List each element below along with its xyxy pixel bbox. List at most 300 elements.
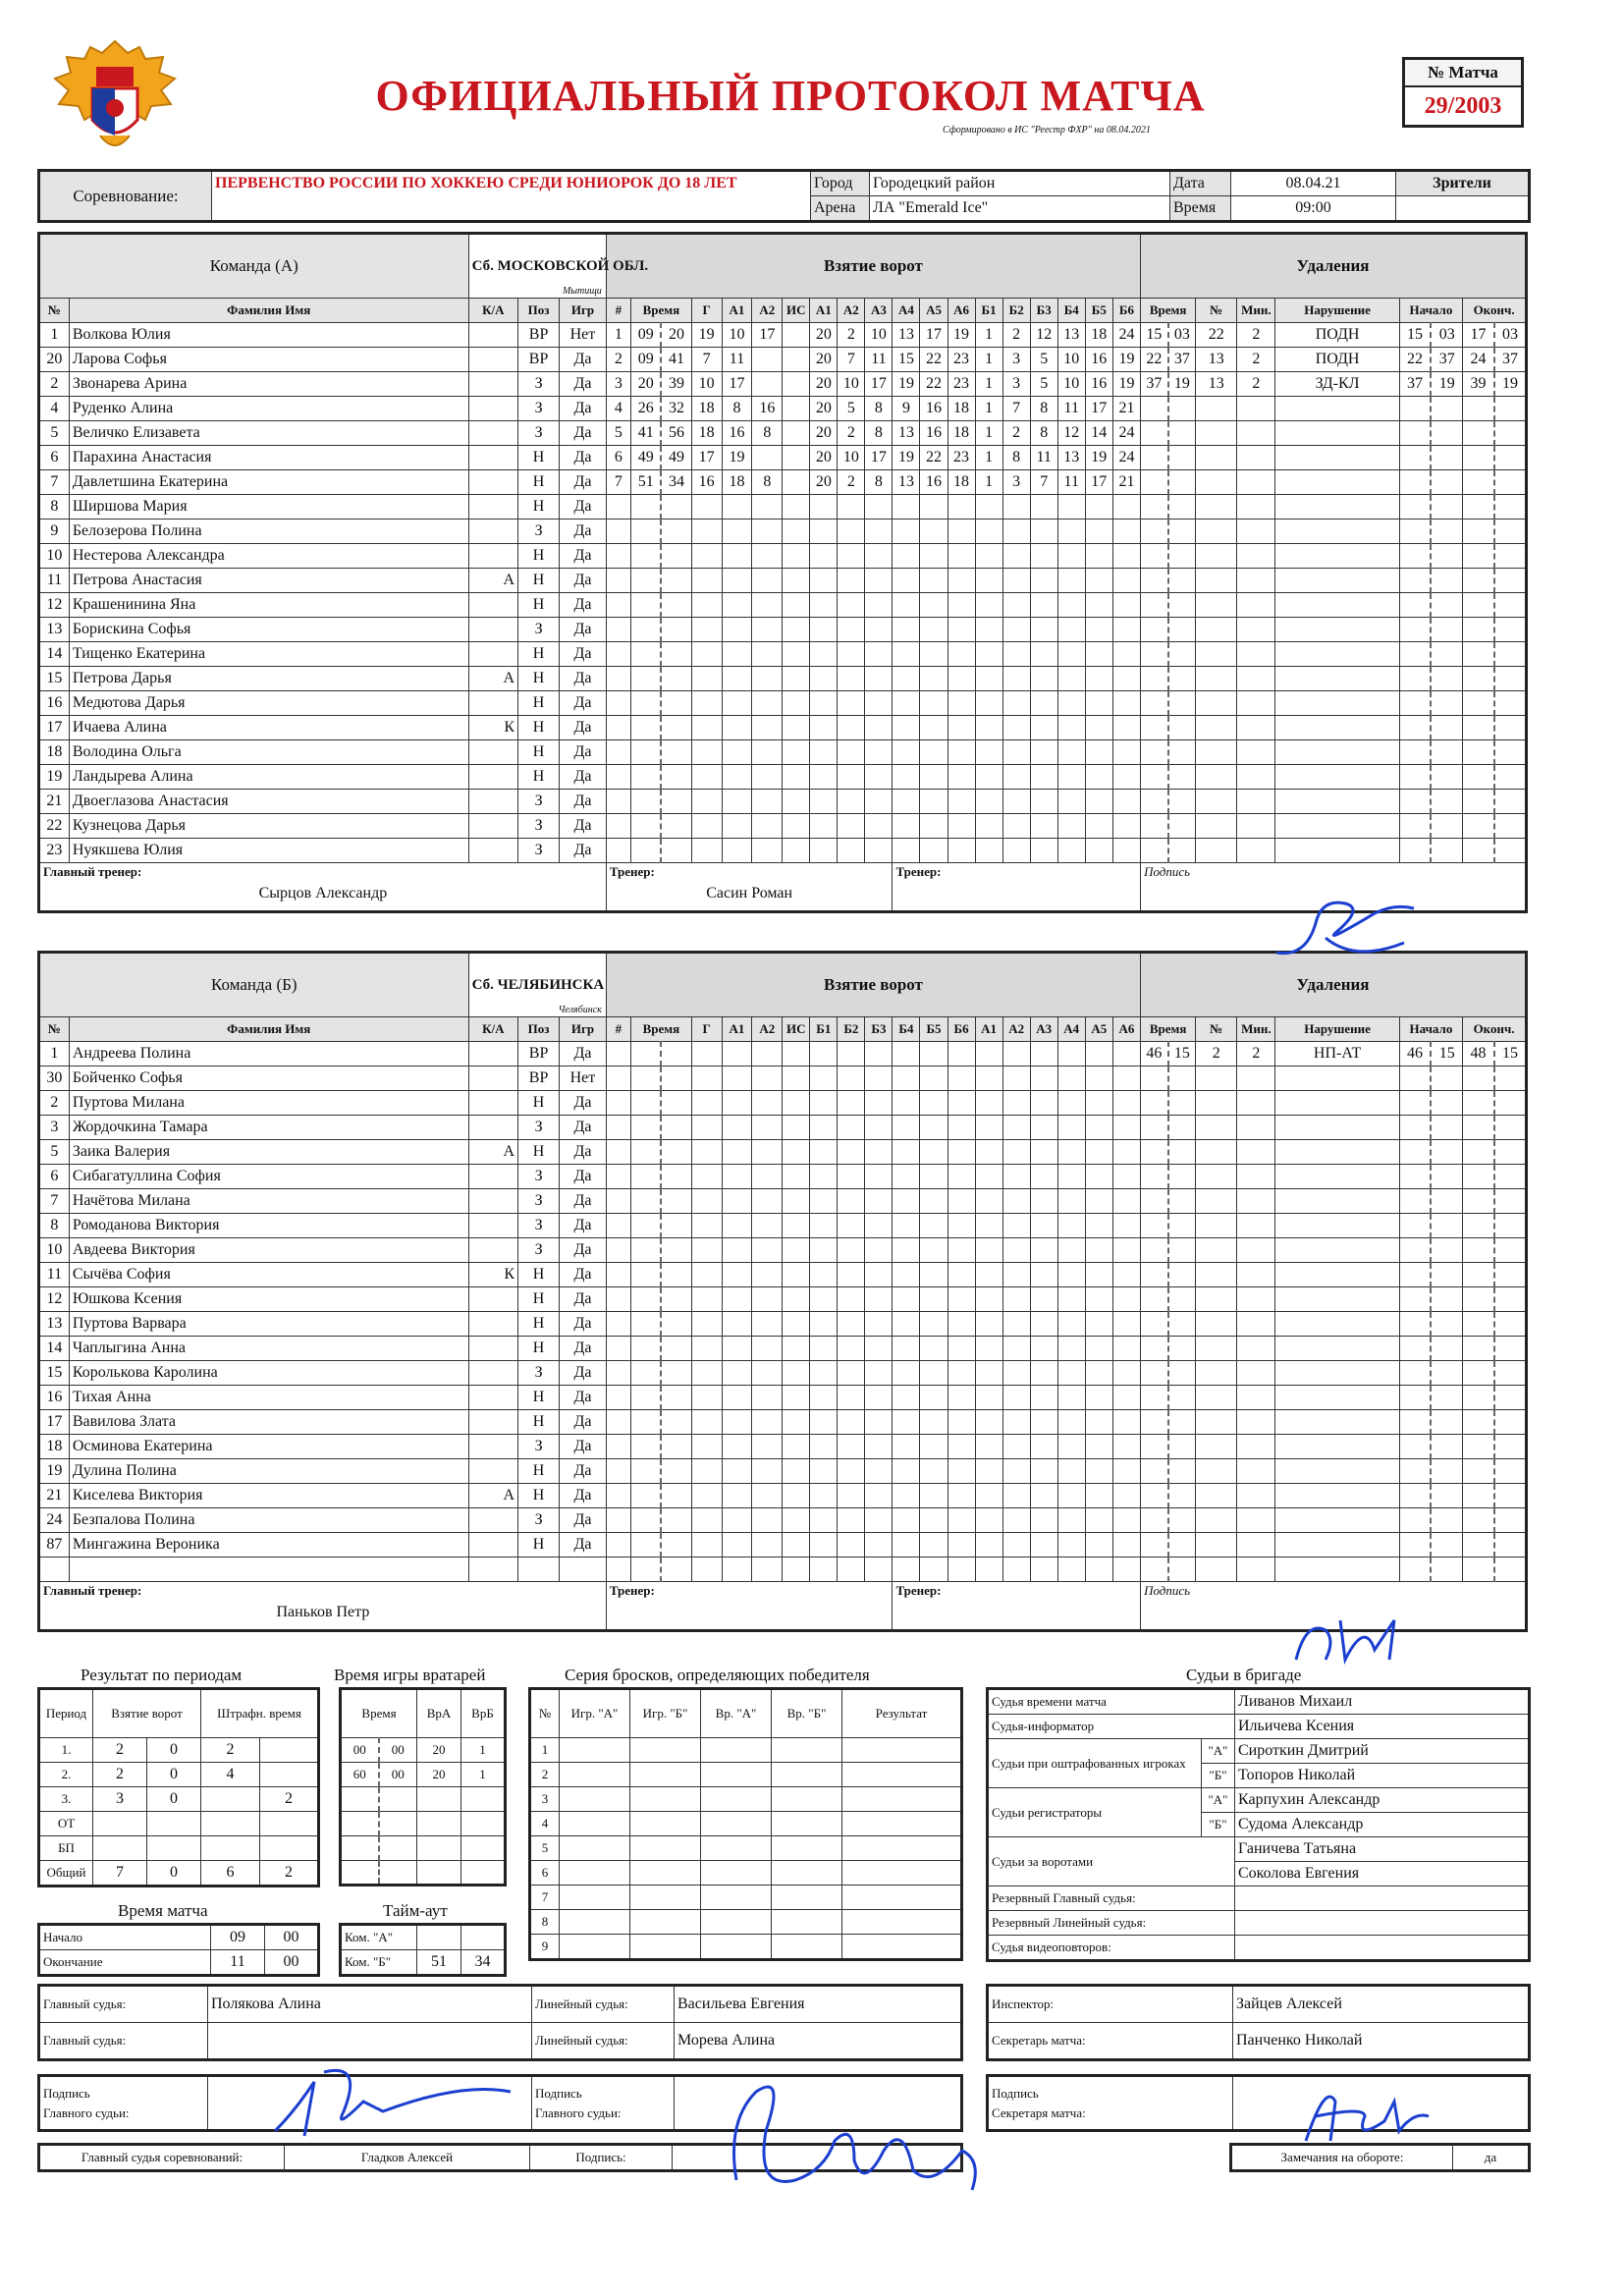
goal-cell (1002, 1337, 1030, 1361)
goal-cell (893, 1435, 920, 1459)
goal-cell (1030, 1165, 1057, 1189)
col-onice-5: А6 (947, 299, 975, 323)
goal-cell (691, 1312, 722, 1337)
goalie-time-value: 00 (379, 1738, 417, 1763)
goal-cell: 10 (838, 372, 865, 397)
goal-cell (975, 1435, 1002, 1459)
penalty-cell (1275, 1558, 1399, 1582)
goal-cell (631, 1042, 662, 1066)
shootout-cell (630, 1861, 701, 1886)
goalie-a-header: ВрА (417, 1689, 461, 1738)
goal-cell (606, 1091, 630, 1116)
player-name: Начётова Милана (69, 1189, 468, 1214)
goal-cell (752, 1410, 783, 1435)
penalty-cell (1463, 1435, 1494, 1459)
goal-cell: 39 (661, 372, 691, 397)
shootout-cell (560, 1738, 630, 1763)
competition-name: ПЕРВЕНСТВО РОССИИ ПО ХОККЕЮ СРЕДИ ЮНИОРОК ДО 18 ЛЕТ (212, 171, 811, 222)
goal-cell (865, 667, 893, 691)
penalty-cell (1431, 1337, 1462, 1361)
player-plays: Да (560, 1287, 607, 1312)
penalty-cell (1168, 740, 1196, 765)
goal-cell (1085, 1386, 1112, 1410)
goalie-time-value (461, 1861, 506, 1886)
player-captain-mark (468, 519, 517, 544)
player-number: 1 (39, 323, 70, 348)
penalty-cell (1141, 716, 1168, 740)
goal-cell (1085, 839, 1112, 863)
goal-cell (1085, 1140, 1112, 1165)
goal-cell (1085, 1484, 1112, 1508)
penalty-cell (1168, 765, 1196, 790)
player-plays: Да (560, 1410, 607, 1435)
goal-cell: 26 (631, 397, 662, 421)
player-position: З (518, 618, 560, 642)
goal-cell (893, 740, 920, 765)
penalty-cell (1168, 1091, 1196, 1116)
penalty-cell (1275, 1238, 1399, 1263)
player-number: 12 (39, 593, 70, 618)
player-plays: Да (560, 1386, 607, 1410)
player-number: 13 (39, 618, 70, 642)
penalty-cell (1237, 716, 1275, 740)
goal-cell (1002, 1508, 1030, 1533)
goal-cell (838, 495, 865, 519)
goal-cell (661, 593, 691, 618)
goal-cell (947, 667, 975, 691)
goal-cell (783, 1066, 810, 1091)
line-ref-label: Линейный судья: (532, 1986, 675, 2023)
player-plays: Да (560, 1459, 607, 1484)
goal-cell (1030, 1091, 1057, 1116)
goal-cell (975, 790, 1002, 814)
penalty-cell (1494, 1508, 1527, 1533)
goal-cell: 10 (865, 323, 893, 348)
penalty-cell: 15 (1494, 1042, 1527, 1066)
penalty-box-ref-label: Судьи при оштрафованных игроках (988, 1739, 1202, 1788)
player-captain-mark (468, 1386, 517, 1410)
player-name: Величко Елизавета (69, 421, 468, 446)
goal-cell (893, 1165, 920, 1189)
goal-cell: 11 (1030, 446, 1057, 470)
goal-cell (865, 765, 893, 790)
player-position: З (518, 790, 560, 814)
team-sign-label: Подпись (1144, 1583, 1191, 1598)
col-pen-4: Начало (1399, 299, 1462, 323)
period-label: 2. (39, 1763, 93, 1787)
goal-cell (606, 765, 630, 790)
coach-label-2: Тренер: (895, 864, 942, 879)
goal-cell (691, 1361, 722, 1386)
col-goal-3: А1 (722, 299, 752, 323)
period-value (260, 1836, 319, 1861)
goal-cell: 10 (722, 323, 752, 348)
goal-cell (722, 790, 752, 814)
penalty-cell (1399, 691, 1431, 716)
goal-cell (1002, 1459, 1030, 1484)
goal-cell (752, 691, 783, 716)
goal-cell: 20 (810, 348, 838, 372)
goal-cell (1112, 1312, 1140, 1337)
penalty-cell (1463, 1066, 1494, 1091)
player-captain-mark: А (468, 1484, 517, 1508)
period-value: 2 (260, 1861, 319, 1886)
goal-cell (1030, 1312, 1057, 1337)
goal-cell (947, 1066, 975, 1091)
penalty-cell (1463, 421, 1494, 446)
goal-cell: 17 (865, 372, 893, 397)
goalie-time-value (379, 1787, 417, 1812)
date-value: 08.04.21 (1231, 171, 1396, 196)
goal-cell (606, 1140, 630, 1165)
penalty-cell (1463, 1361, 1494, 1386)
goal-cell (920, 1533, 947, 1558)
shootout-row-number: 8 (530, 1910, 560, 1935)
player-position: З (518, 814, 560, 839)
goal-cell (661, 814, 691, 839)
goal-cell (1002, 1189, 1030, 1214)
penalty-cell (1275, 1361, 1399, 1386)
goal-cell (838, 519, 865, 544)
goal-cell (975, 593, 1002, 618)
penalty-cell: 46 (1141, 1042, 1168, 1066)
goal-cell (810, 1042, 838, 1066)
penalty-cell (1494, 1091, 1527, 1116)
player-row (39, 593, 1527, 618)
goal-cell (606, 1386, 630, 1410)
player-number: 23 (39, 839, 70, 863)
goal-cell (606, 1238, 630, 1263)
goal-cell (810, 790, 838, 814)
goal-cell (920, 1287, 947, 1312)
penalty-cell (1431, 814, 1462, 839)
goal-cell (752, 348, 783, 372)
sign-main-ref-field[interactable] (208, 2076, 532, 2131)
goalie-time-value (461, 1787, 506, 1812)
goal-cell (661, 1214, 691, 1238)
goal-cell (810, 740, 838, 765)
shootout-cell (842, 1886, 962, 1910)
penalty-cell (1494, 740, 1527, 765)
player-row (39, 839, 1527, 863)
period-value: 4 (201, 1763, 260, 1787)
penalty-cell (1237, 1508, 1275, 1533)
col-pen-0: Время (1141, 1017, 1196, 1042)
period-value: 0 (147, 1738, 201, 1763)
goal-cell (1085, 691, 1112, 716)
penalty-cell (1237, 1558, 1275, 1582)
goal-cell (893, 1361, 920, 1386)
goal-cell (1085, 495, 1112, 519)
shootout-cell (842, 1787, 962, 1812)
penalty-cell (1275, 618, 1399, 642)
goalie-time-value (341, 1812, 379, 1836)
goal-cell (1002, 569, 1030, 593)
goal-cell (1030, 1410, 1057, 1435)
goal-cell (920, 642, 947, 667)
goal-cell (631, 790, 662, 814)
col-onice-0: А1 (810, 299, 838, 323)
goal-cell (1112, 1337, 1140, 1361)
goal-cell (631, 765, 662, 790)
goal-cell (691, 1140, 722, 1165)
player-captain-mark: К (468, 1263, 517, 1287)
time-value: 09:00 (1231, 196, 1396, 222)
reserve-line-ref-label: Резервный Линейный судья: (988, 1911, 1235, 1936)
goal-cell (1030, 642, 1057, 667)
goal-cell (810, 1558, 838, 1582)
goal-cell (661, 618, 691, 642)
player-captain-mark (468, 839, 517, 863)
player-number: 7 (39, 470, 70, 495)
goalie-time-table (339, 1687, 507, 1886)
head-coach-cell (39, 863, 607, 912)
player-number: 8 (39, 495, 70, 519)
goal-cell (865, 1238, 893, 1263)
goal-cell (1085, 1508, 1112, 1533)
goal-cell (920, 1337, 947, 1361)
goal-cell (631, 569, 662, 593)
penalty-cell (1431, 1361, 1462, 1386)
coach-cell (606, 863, 893, 912)
sign-main-ref-field-2[interactable] (675, 2076, 962, 2131)
goal-cell: 1 (975, 348, 1002, 372)
goal-cell (838, 1410, 865, 1435)
goal-cell (865, 1484, 893, 1508)
penalty-cell (1168, 569, 1196, 593)
player-name: Осминова Екатерина (69, 1435, 468, 1459)
goal-cell (752, 1042, 783, 1066)
penalty-cell (1399, 1238, 1431, 1263)
goal-cell (947, 1558, 975, 1582)
goal-cell (661, 519, 691, 544)
coach-name: Сасин Роман (706, 885, 793, 902)
penalty-cell (1196, 593, 1237, 618)
goal-cell (810, 667, 838, 691)
goal-cell (920, 1558, 947, 1582)
goal-cell (838, 1042, 865, 1066)
goal-cell: 09 (631, 348, 662, 372)
penalty-cell (1431, 691, 1462, 716)
player-number (39, 1558, 70, 1582)
goal-cell (783, 569, 810, 593)
shootout-cell (842, 1935, 962, 1960)
goal-cell: 2 (838, 470, 865, 495)
player-plays: Да (560, 1042, 607, 1066)
player-position: Н (518, 1091, 560, 1116)
penalty-cell (1275, 1263, 1399, 1287)
goal-cell: 11 (865, 348, 893, 372)
goal-cell (606, 1214, 630, 1238)
goalie-time-value (461, 1812, 506, 1836)
goal-cell (838, 1189, 865, 1214)
penalty-cell (1463, 1287, 1494, 1312)
player-captain-mark (468, 1337, 517, 1361)
goal-cell (975, 1337, 1002, 1361)
goal-cell (691, 1091, 722, 1116)
goal-cell: 7 (691, 348, 722, 372)
goal-cell (722, 519, 752, 544)
goal-cell (1112, 642, 1140, 667)
penalty-cell (1431, 1459, 1462, 1484)
shootout-row-number: 5 (530, 1836, 560, 1861)
goal-cell (752, 569, 783, 593)
goal-cell (920, 1238, 947, 1263)
penalty-cell (1237, 1484, 1275, 1508)
goal-cell (975, 1214, 1002, 1238)
player-name: Крашенинина Яна (69, 593, 468, 618)
goal-cell (838, 618, 865, 642)
goal-cell (783, 1484, 810, 1508)
goal-cell (1057, 1508, 1085, 1533)
competition-ref-sign-field[interactable] (673, 2145, 962, 2171)
goal-cell (783, 372, 810, 397)
goal-cell (1002, 814, 1030, 839)
penalty-cell (1275, 839, 1399, 863)
goal-cell (631, 618, 662, 642)
goal-cell (810, 1066, 838, 1091)
goal-cell (661, 691, 691, 716)
penalty-cell (1494, 1165, 1527, 1189)
player-row (39, 1533, 1527, 1558)
penalty-cell (1431, 1410, 1462, 1435)
goal-cell (783, 1140, 810, 1165)
goal-cell (893, 544, 920, 569)
goal-cell (1030, 839, 1057, 863)
goal-cell: 7 (1002, 397, 1030, 421)
shootout-cell (842, 1836, 962, 1861)
player-position: З (518, 1214, 560, 1238)
goal-cell (691, 814, 722, 839)
penalty-cell (1494, 642, 1527, 667)
goal-cell (783, 667, 810, 691)
period-value: 6 (201, 1861, 260, 1886)
goal-cell (1057, 642, 1085, 667)
penalty-ref-b: Топоров Николай (1235, 1764, 1530, 1788)
col-pen-1: № (1196, 299, 1237, 323)
goal-cell (1057, 519, 1085, 544)
player-number: 11 (39, 1263, 70, 1287)
goal-cell (691, 1116, 722, 1140)
goal-cell (1002, 1042, 1030, 1066)
goal-cell (1030, 519, 1057, 544)
penalty-cell (1494, 1484, 1527, 1508)
goal-cell (838, 740, 865, 765)
registrar-a: Карпухин Александр (1235, 1788, 1530, 1813)
match-start-hour: 09 (211, 1925, 265, 1950)
period-label: 3. (39, 1787, 93, 1812)
player-captain-mark (468, 1165, 517, 1189)
main-ref-2 (208, 2023, 532, 2060)
goal-cell (631, 1140, 662, 1165)
player-name: Сибагатуллина София (69, 1165, 468, 1189)
goal-cell (783, 1558, 810, 1582)
goal-cell (1112, 1484, 1140, 1508)
goal-cell (606, 1263, 630, 1287)
period-label: 1. (39, 1738, 93, 1763)
penalty-cell (1141, 1238, 1168, 1263)
goal-cell (1002, 618, 1030, 642)
timeout-b-sec: 34 (461, 1950, 506, 1976)
player-row (39, 618, 1527, 642)
head-coach-cell (39, 1582, 607, 1631)
goal-cell (606, 691, 630, 716)
goal-cell (920, 519, 947, 544)
goal-cell: 13 (893, 470, 920, 495)
sign-secretary-field[interactable] (1233, 2076, 1530, 2131)
penalty-cell (1168, 421, 1196, 446)
timeout-a-sec (461, 1925, 506, 1950)
goal-cell (947, 593, 975, 618)
periods-title: Результат по периодам (81, 1666, 243, 1684)
goal-cell (752, 1287, 783, 1312)
goal-cell (947, 1508, 975, 1533)
penalty-cell (1431, 642, 1462, 667)
penalty-cell (1275, 593, 1399, 618)
player-plays: Да (560, 421, 607, 446)
penalty-cell (1196, 618, 1237, 642)
goal-cell: 10 (1057, 372, 1085, 397)
penalty-cell (1196, 1189, 1237, 1214)
goal-cell (783, 1042, 810, 1066)
player-position: З (518, 397, 560, 421)
penalty-cell (1494, 790, 1527, 814)
goal-cell: 1 (606, 323, 630, 348)
col-onice-8: А3 (1030, 1017, 1057, 1042)
line-ref-label: Линейный судья: (532, 2023, 675, 2060)
goal-cell (1030, 1287, 1057, 1312)
penalty-cell (1275, 1533, 1399, 1558)
goal-cell (783, 593, 810, 618)
penalty-cell (1431, 740, 1462, 765)
penalty-cell: 24 (1463, 348, 1494, 372)
goal-cell: 10 (838, 446, 865, 470)
goal-cell (722, 691, 752, 716)
goal-cell (838, 1287, 865, 1312)
goal-cell: 7 (838, 348, 865, 372)
goal-cell (1002, 667, 1030, 691)
player-position: З (518, 1189, 560, 1214)
goal-cell (1057, 1287, 1085, 1312)
coach-cell-2 (893, 863, 1141, 912)
goal-cell (722, 1165, 752, 1189)
goal-cell (691, 1287, 722, 1312)
goal-cell (606, 1189, 630, 1214)
goal-cell (947, 569, 975, 593)
shootout-cell (842, 1812, 962, 1836)
penalty-cell (1237, 470, 1275, 495)
player-row (39, 1435, 1527, 1459)
goal-cell (1085, 1091, 1112, 1116)
shootout-cell (630, 1886, 701, 1910)
penalty-cell (1399, 740, 1431, 765)
player-plays: Да (560, 667, 607, 691)
goal-cell (661, 1189, 691, 1214)
player-plays: Да (560, 1165, 607, 1189)
penalty-cell (1196, 1116, 1237, 1140)
goal-cell (783, 348, 810, 372)
goal-cell: 19 (1112, 372, 1140, 397)
player-row (39, 1238, 1527, 1263)
coach-label: Тренер: (609, 864, 655, 879)
player-row (39, 1066, 1527, 1091)
player-position: Н (518, 446, 560, 470)
goal-cell (975, 1066, 1002, 1091)
penalty-cell (1494, 1533, 1527, 1558)
penalty-cell (1141, 1533, 1168, 1558)
goal-cell (1112, 1508, 1140, 1533)
shootout-row-number: 2 (530, 1763, 560, 1787)
